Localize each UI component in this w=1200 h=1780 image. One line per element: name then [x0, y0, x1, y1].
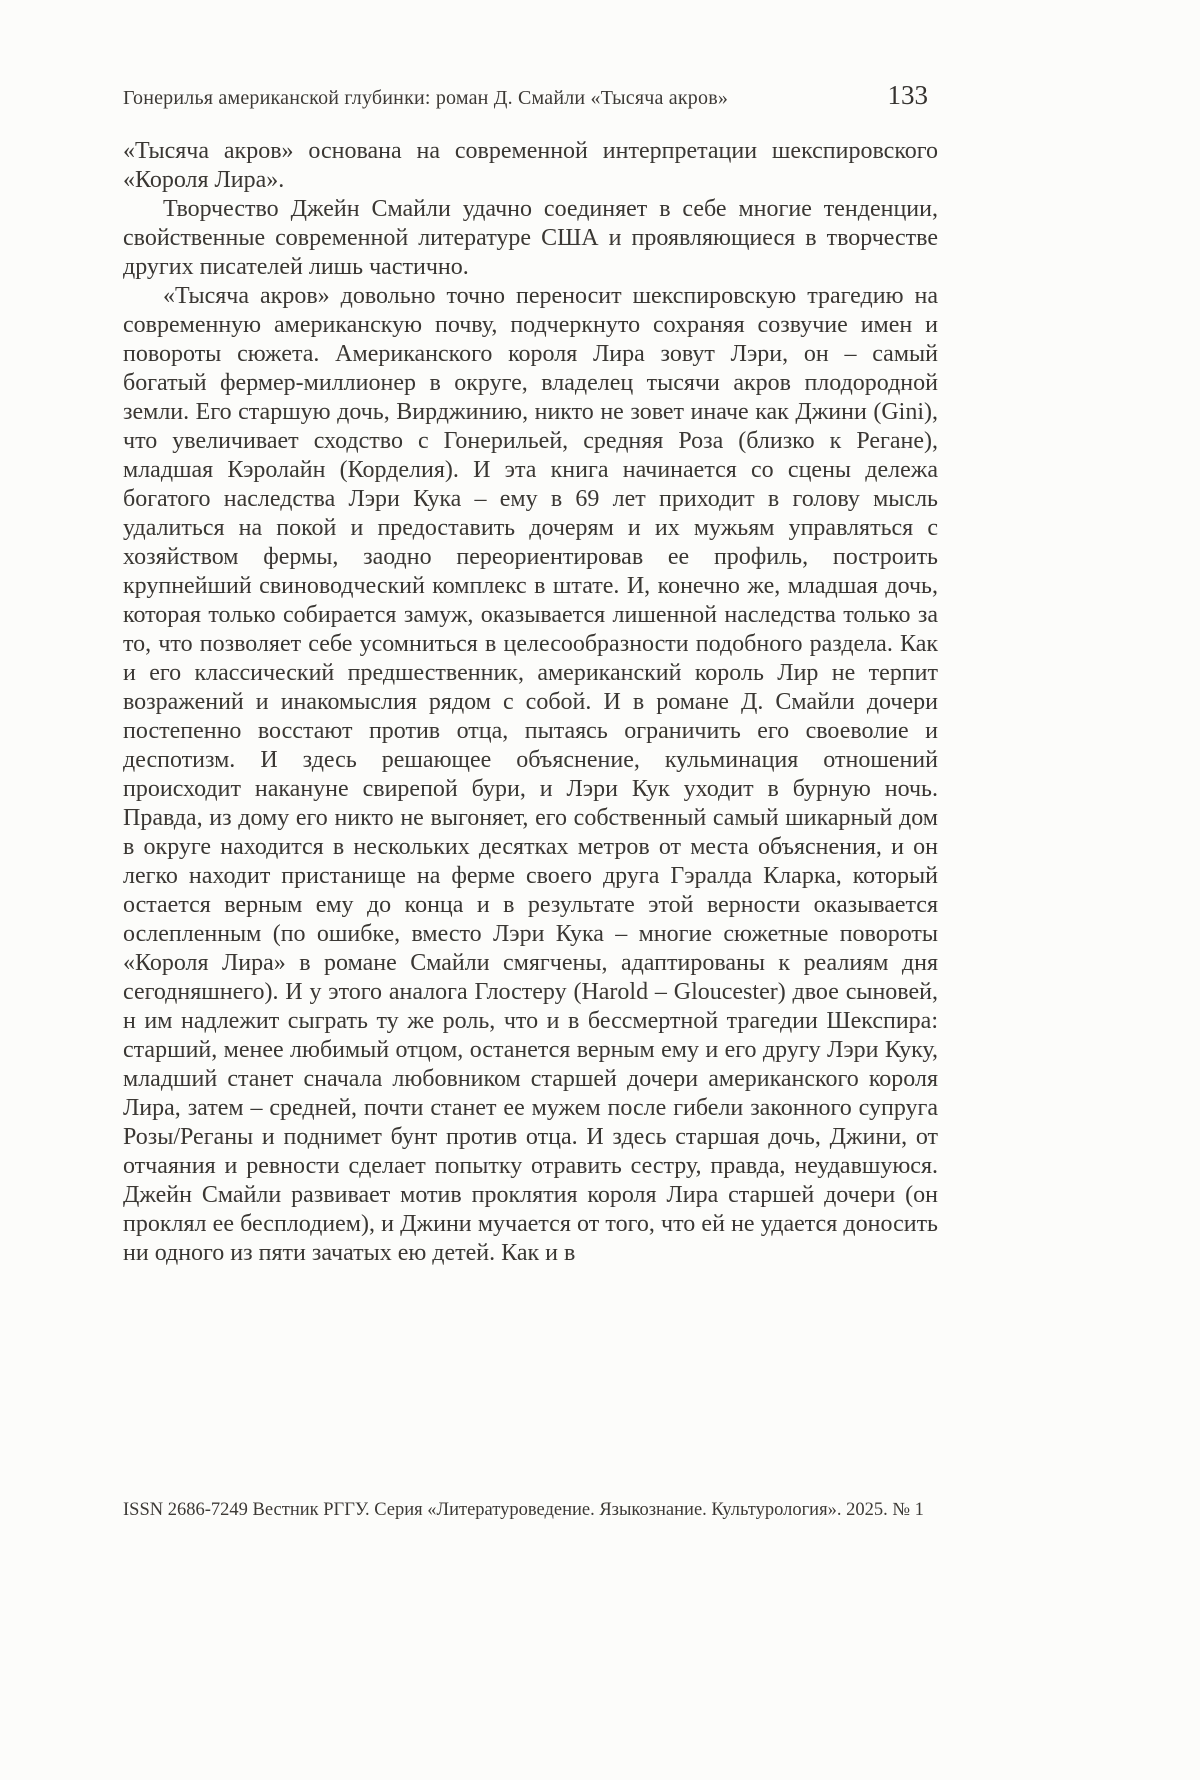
paragraph: «Тысяча акров» довольно точно переносит шекспировскую трагедию на современную американскую почву, подчеркнуто сохраняя созвучие имен и повороты сюжета. Американского короля Лира зовут Лэри, он – самый богатый фермер-миллионер в округе, владелец тысячи акров плодородной земли. Его старшую дочь, Вирджинию, никто не зовет иначе как Джини (Gini), что увеличивает сходство с Гонерильей, средняя Роза (близко к Регане), младшая Кэролайн (Корделия). И эта книга начинается со сцены дележа богатого наследства Лэри Кука – ему в 69 лет приходит в голову мысль удалиться на покой и предоставить дочерям и их мужьям управляться с хозяйством фермы, заодно переориентировав ее профиль, построить крупнейший свиноводческий комплекс в штате. И, конечно же, младшая дочь, которая только собирается замуж, оказывается лишенной наследства только за то, что позволяет себе усомниться в целесообразности подобного раздела. Как и его классический предшественник, американский король Лир не терпит возражений и инакомыслия рядом с собой. И в романе Д. Смайли дочери постепенно восстают против отца, пытаясь ограничить его своеволие и деспотизм. И здесь решающее объяснение, кульминация отношений происходит накануне свирепой бури, и Лэри Кук уходит в бурную ночь. Правда, из дому его никто не выгоняет, его собственный самый шикарный дом в округе находится в нескольких десятках метров от места объяснения, и он легко находит пристанище на ферме своего друга Гэралда Кларка, который остается верным ему до конца и в результате этой верности оказывается ослепленным (по ошибке, вместо Лэри Кука – многие сюжетные повороты «Короля Лира» в романе Смайли смягчены, адаптированы к реалиям дня сегодняшнего). И у этого аналога Глостеру (Harold – Gloucester) двое сыновей, н им надлежит сыграть ту же роль, что и в бессмертной трагедии Шекспира: старший, менее любимый отцом, останется верным ему и его другу Лэри Куку, младший станет сначала любовником старшей дочери американского короля Лира, затем – средней, почти станет ее мужем после гибели законного супруга Розы/Реганы и поднимет бунт против отца. И здесь старшая дочь, Джини, от отчаяния и ревности сделает попытку отравить сестру, правда, неудавшуюся. Джейн Смайли развивает мотив проклятия короля Лира старшей дочери (он проклял ее бесплодием), и Джини мучается от того, что ей не удается доносить ни одного из пяти зачатых ею детей. Как и в — [123, 283, 938, 1266]
paragraph: Творчество Джейн Смайли удачно соединяет в себе многие тенденции, свойственные современной литературе США и проявляющиеся в творчестве других писателей лишь частично. — [123, 196, 938, 280]
article-body — [123, 137, 938, 1268]
paragraph: «Тысяча акров» основана на современной интерпретации шекспировского «Короля Лира». — [123, 138, 938, 193]
running-title: Гонерилья американской глубинки: роман Д. Смайли «Тысяча акров» — [123, 87, 729, 109]
page-number: 133 — [887, 80, 928, 110]
page-footer: ISSN 2686-7249 Вестник РГГУ. Серия «Литературоведение. Языкознание. Культурология». 2025. № 1 — [123, 1500, 924, 1520]
page-header — [123, 80, 938, 111]
